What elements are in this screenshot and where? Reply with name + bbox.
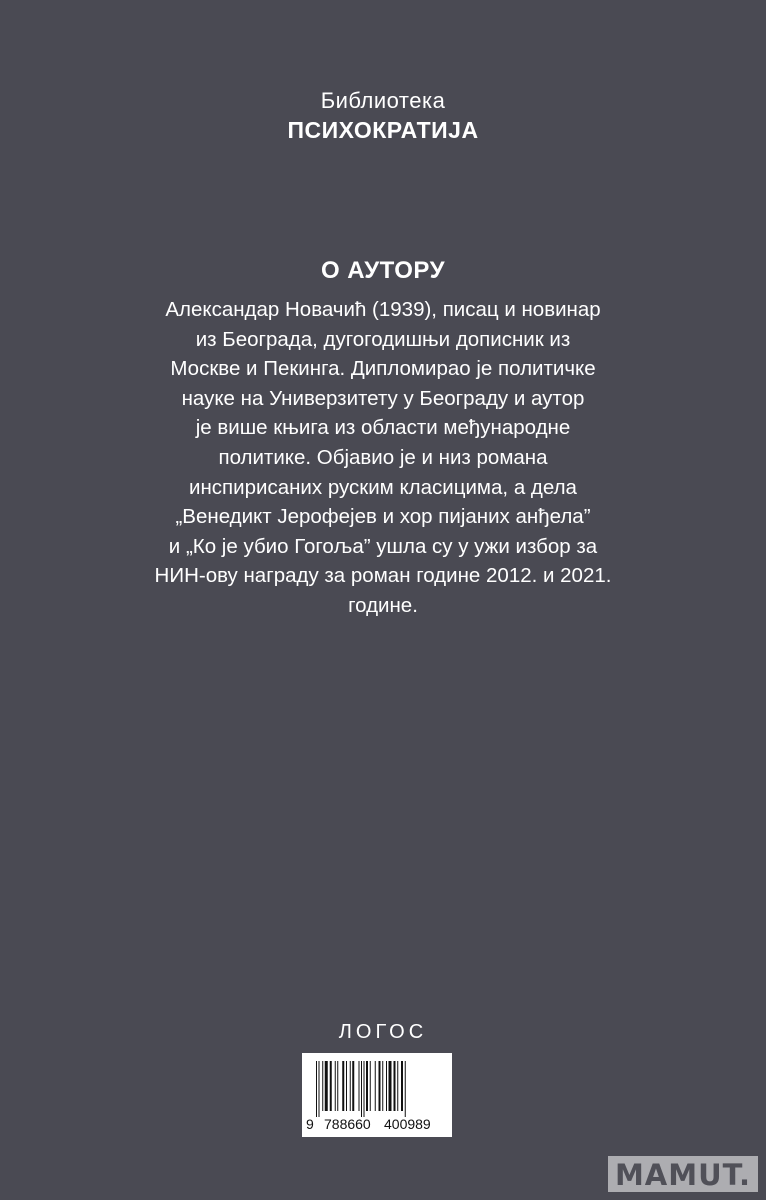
bio-line: Москве и Пекинга. Дипломирао је политичке — [170, 357, 596, 381]
barcode-bar — [316, 1061, 317, 1117]
barcode-bar — [319, 1061, 320, 1117]
bio-line: инспирисаних руским класицима, а дела — [189, 475, 577, 499]
series-name: ПСИХОКРАТИЈА — [287, 117, 479, 143]
bio-line: „Венедикт Јерофејев и хор пијаних анђела” — [175, 505, 591, 529]
barcode-bar — [352, 1061, 354, 1111]
barcode-bar — [375, 1061, 376, 1111]
barcode-bar — [337, 1061, 338, 1111]
barcode-digit-first: 9 — [306, 1116, 314, 1132]
bio-line: политике. Објавио је и низ романа — [218, 445, 548, 469]
bio-line: из Београда, дугогодишњи дописник из — [195, 327, 571, 351]
barcode-bar — [389, 1061, 392, 1111]
barcode-bar — [350, 1061, 351, 1111]
isbn-barcode — [302, 1053, 452, 1137]
bio-line: Александар Новачић (1939), писац и новинар — [165, 298, 601, 321]
barcode-group-right: 400989 — [384, 1116, 431, 1132]
barcode-bar — [346, 1061, 347, 1111]
author-bio — [110, 295, 656, 621]
barcode-bar — [397, 1061, 398, 1111]
bio-line: године. — [348, 593, 418, 617]
watermark-logo: MAMUT. — [608, 1156, 758, 1192]
barcode-bar — [342, 1061, 344, 1111]
barcode-bar — [364, 1061, 365, 1117]
barcode-bar — [401, 1061, 403, 1111]
barcode-bar — [322, 1061, 323, 1111]
barcode-bar — [361, 1061, 362, 1117]
barcode-bars — [316, 1061, 440, 1117]
bio-line: је више књига из области међународне — [195, 416, 571, 440]
bio-line: НИН-ову награду за роман године 2012. и 2021. — [154, 564, 612, 588]
barcode-bar — [359, 1061, 360, 1111]
publisher-logo: ЛОГОС — [338, 1021, 428, 1043]
barcode-bar — [366, 1061, 368, 1111]
barcode-bar — [325, 1061, 328, 1111]
barcode-bar — [386, 1061, 387, 1111]
barcode-bar — [370, 1061, 371, 1111]
barcode-bar — [379, 1061, 381, 1111]
barcode-bar — [335, 1061, 336, 1111]
barcode-bar — [394, 1061, 396, 1111]
barcode-bar — [405, 1061, 406, 1117]
barcode-bar — [330, 1061, 332, 1111]
about-author-heading: О АУТОРУ — [320, 257, 446, 284]
barcode-group-left: 788660 — [324, 1116, 371, 1132]
barcode-bar — [382, 1061, 383, 1111]
bio-line: науке на Универзитету у Београду и аутор — [181, 386, 585, 410]
bio-line: и „Ко је убио Гогоља” ушла су у ужи избор за — [168, 534, 598, 558]
series-label: Библиотека — [320, 88, 446, 113]
